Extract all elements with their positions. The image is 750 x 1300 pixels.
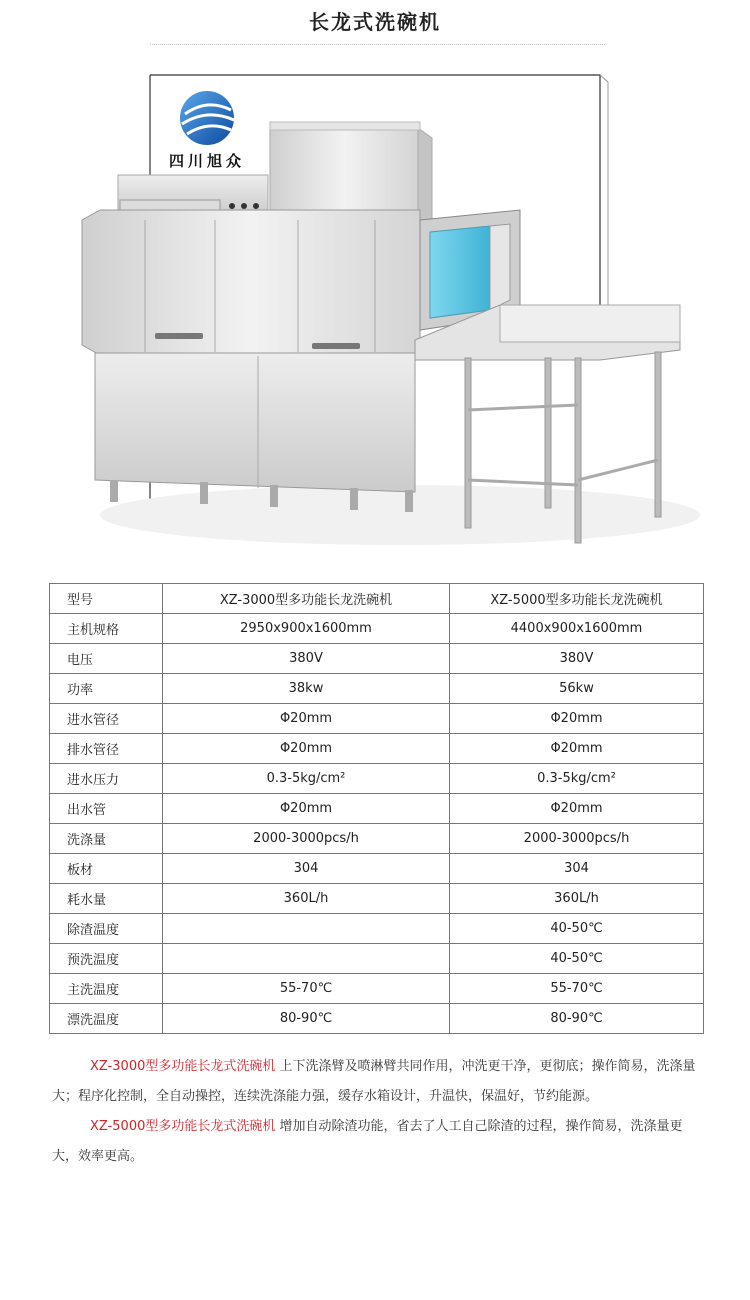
- table-row: [50, 764, 704, 794]
- table-header-row: [50, 584, 704, 614]
- door-handle: [155, 333, 203, 339]
- table-cell-value: 0.3-5kg/cm²: [163, 764, 450, 794]
- door-handle: [312, 343, 360, 349]
- table-cell-value: 360L/h: [163, 884, 450, 914]
- table-row: [50, 854, 704, 884]
- description-xz3000: [52, 1052, 700, 1112]
- logo: [167, 91, 247, 183]
- table-row: [50, 674, 704, 704]
- table-cell-label: 漂洗温度: [50, 1004, 163, 1034]
- table-cell-label: 进水管径: [50, 704, 163, 734]
- table-row: [50, 974, 704, 1004]
- table-cell-value: 2000-3000pcs/h: [450, 824, 704, 854]
- table-cell-value: 304: [163, 854, 450, 884]
- table-cell-value: 2950x900x1600mm: [163, 614, 450, 644]
- table-cell-label: 出水管: [50, 794, 163, 824]
- table-cell-label: 型号: [50, 584, 163, 614]
- table-cell-value: XZ-5000型多功能长龙洗碗机: [450, 584, 704, 614]
- table-cell-value: 360L/h: [450, 884, 704, 914]
- table-row: [50, 704, 704, 734]
- table-row: [50, 644, 704, 674]
- table-cell-label: 洗涤量: [50, 824, 163, 854]
- table-row: [50, 1004, 704, 1034]
- table-cell-value: Φ20mm: [163, 734, 450, 764]
- product-photo: [0, 60, 750, 560]
- table-cell-label: 排水管径: [50, 734, 163, 764]
- table-cell-label: 主洗温度: [50, 974, 163, 1004]
- control-panel: [118, 175, 268, 215]
- table-row: [50, 944, 704, 974]
- table-cell-label: 电压: [50, 644, 163, 674]
- table-cell-value: XZ-3000型多功能长龙洗碗机: [163, 584, 450, 614]
- table-row: [50, 794, 704, 824]
- table-cell-label: 预洗温度: [50, 944, 163, 974]
- table-cell-value: 380V: [163, 644, 450, 674]
- table-cell-value: Φ20mm: [450, 794, 704, 824]
- table-cell-value: 304: [450, 854, 704, 884]
- spec-table: [49, 583, 704, 1034]
- table-row: [50, 884, 704, 914]
- table-cell-value: 80-90℃: [450, 1004, 704, 1034]
- table-cell-label: 板材: [50, 854, 163, 884]
- table-cell-value: Φ20mm: [450, 734, 704, 764]
- table-cell-label: 除渣温度: [50, 914, 163, 944]
- table-cell-value: 80-90℃: [163, 1004, 450, 1034]
- table-cell-value: 0.3-5kg/cm²: [450, 764, 704, 794]
- table-cell-value: 38kw: [163, 674, 450, 704]
- table-cell-value: [163, 944, 450, 974]
- table-cell-value: Φ20mm: [450, 704, 704, 734]
- logo-name-cn: 四川旭众: [168, 152, 246, 170]
- wash-cabinet: [82, 210, 420, 355]
- table-cell-value: 380V: [450, 644, 704, 674]
- table-row: [50, 824, 704, 854]
- table-cell-value: Φ20mm: [163, 794, 450, 824]
- table-row: [50, 914, 704, 944]
- description-text: 上下洗涤臂及喷淋臂共同作用，冲洗更干净，更彻底；操作简易，洗涤量大；程序化控制，全自动操控，连续洗涤能力强，缓存水箱设计，升温快，保温好，节约能源。: [52, 1059, 696, 1104]
- table-cell-value: 40-50℃: [450, 944, 704, 974]
- table-row: [50, 614, 704, 644]
- table-cell-label: 功率: [50, 674, 163, 704]
- table-cell-value: 56kw: [450, 674, 704, 704]
- table-row: [50, 734, 704, 764]
- description-text: 增加自动除渣功能，省去了人工自己除渣的过程，操作简易，洗涤量更大，效率更高。: [52, 1119, 683, 1164]
- table-cell-value: 55-70℃: [450, 974, 704, 1004]
- base-cabinet: [95, 353, 415, 512]
- table-cell-value: 4400x900x1600mm: [450, 614, 704, 644]
- page-title: 长龙式洗碗机: [309, 10, 441, 34]
- title-divider: [150, 44, 605, 45]
- table-cell-label: 进水压力: [50, 764, 163, 794]
- table-cell-label: 耗水量: [50, 884, 163, 914]
- table-cell-label: 主机规格: [50, 614, 163, 644]
- table-cell-value: 55-70℃: [163, 974, 450, 1004]
- model-highlight: XZ-5000型多功能长龙式洗碗机: [90, 1119, 276, 1134]
- description-xz5000: [52, 1112, 700, 1172]
- table-cell-value: 40-50℃: [450, 914, 704, 944]
- model-highlight: XZ-3000型多功能长龙式洗碗机: [90, 1059, 276, 1074]
- table-cell-value: Φ20mm: [163, 704, 450, 734]
- table-cell-value: 2000-3000pcs/h: [163, 824, 450, 854]
- table-cell-value: [163, 914, 450, 944]
